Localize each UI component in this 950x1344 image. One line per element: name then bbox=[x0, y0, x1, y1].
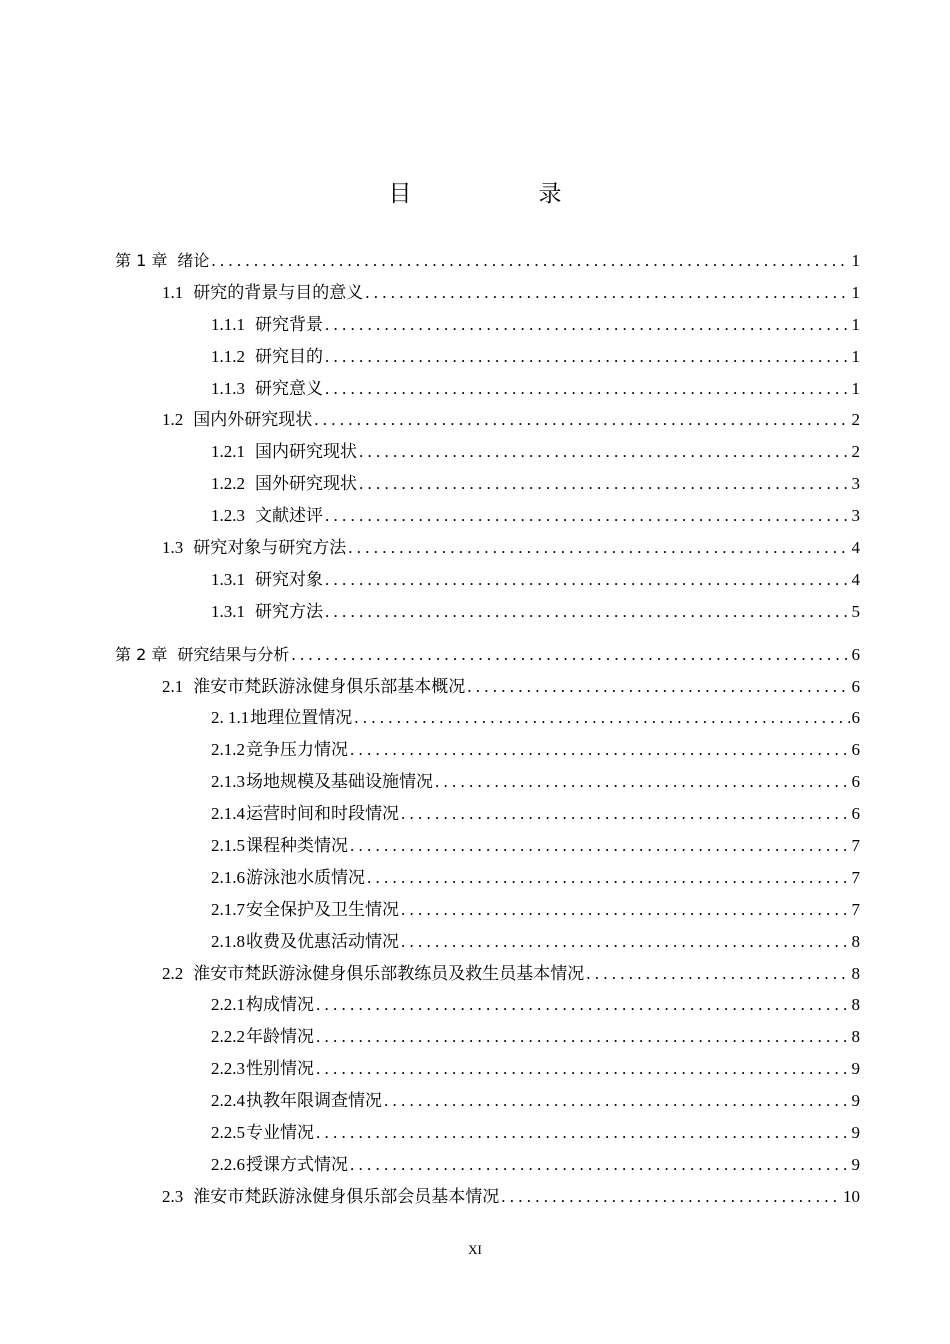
toc-entry-number: 1.3.1 bbox=[211, 601, 245, 621]
toc-entry-number: 1.2.3 bbox=[211, 506, 245, 526]
dot-leader bbox=[316, 989, 850, 1021]
toc-entry-page: 6 bbox=[851, 804, 860, 824]
toc-entry-1-3-1-method[interactable] bbox=[115, 596, 860, 628]
toc-entry-1-1-1[interactable] bbox=[115, 309, 860, 341]
dot-leader bbox=[325, 596, 850, 628]
toc-entry-number: 1.1 bbox=[162, 282, 184, 302]
toc-entry-number: 1.1.1 bbox=[211, 314, 245, 334]
toc-entry-label: 文献述评 bbox=[255, 506, 323, 526]
toc-entry-page: 9 bbox=[851, 1091, 860, 1111]
toc-entry-page: 7 bbox=[851, 867, 860, 887]
toc-entry-2-2-6[interactable] bbox=[115, 1149, 860, 1181]
dot-leader bbox=[354, 702, 849, 734]
toc-entry-number: 第 1 章 bbox=[115, 251, 168, 270]
toc-entry-label: 研究方法 bbox=[255, 601, 323, 621]
toc-entry-label: 淮安市梵跃游泳健身俱乐部会员基本情况 bbox=[193, 1186, 500, 1206]
toc-entry-page: 2 bbox=[851, 442, 860, 462]
toc-entry-number: 2. 1.1 bbox=[211, 708, 250, 728]
toc-entry-2-3[interactable] bbox=[115, 1181, 860, 1213]
toc-entry-number: 1.2.1 bbox=[211, 442, 245, 462]
toc-entry-label: 研究对象 bbox=[255, 569, 323, 589]
dot-leader bbox=[350, 1149, 850, 1181]
toc-entry-1-1[interactable] bbox=[115, 277, 860, 309]
toc-entry-number: 第 2 章 bbox=[115, 644, 168, 664]
toc-entry-2-2-2[interactable] bbox=[115, 1021, 860, 1053]
dot-leader bbox=[365, 277, 849, 309]
toc-entry-number: 2.2.3 bbox=[211, 1059, 245, 1079]
toc-entry-page: 9 bbox=[851, 1154, 860, 1174]
table-of-contents bbox=[115, 245, 860, 1213]
toc-entry-label: 地理位置情况 bbox=[250, 708, 353, 728]
toc-entry-label: 竞争压力情况 bbox=[246, 740, 348, 760]
toc-entry-number: 2.1 bbox=[162, 676, 184, 696]
toc-entry-1-2-2[interactable] bbox=[115, 468, 860, 500]
toc-entry-number: 2.1.3 bbox=[211, 772, 245, 792]
toc-entry-page: 8 bbox=[851, 963, 860, 983]
toc-entry-1-1-3[interactable] bbox=[115, 373, 860, 405]
toc-entry-number: 1.1.2 bbox=[211, 346, 245, 366]
toc-entry-page: 6 bbox=[851, 740, 860, 760]
toc-entry-2-2-4[interactable] bbox=[115, 1085, 860, 1117]
toc-entry-label: 绪论 bbox=[177, 251, 210, 270]
dot-leader bbox=[211, 245, 849, 277]
dot-leader bbox=[501, 1181, 841, 1213]
toc-entry-number: 2.2.5 bbox=[211, 1123, 245, 1143]
toc-entry-page: 5 bbox=[851, 601, 860, 621]
toc-entry-page: 1 bbox=[851, 346, 860, 366]
toc-entry-label: 场地规模及基础设施情况 bbox=[246, 772, 433, 792]
toc-entry-page: 10 bbox=[843, 1186, 860, 1206]
dot-leader bbox=[325, 309, 850, 341]
toc-entry-number: 1.2 bbox=[162, 410, 184, 430]
toc-entry-label: 研究的背景与目的意义 bbox=[193, 282, 364, 302]
toc-entry-label: 国内外研究现状 bbox=[193, 410, 313, 430]
toc-entry-number: 2.1.6 bbox=[211, 867, 245, 887]
toc-entry-label: 淮安市梵跃游泳健身俱乐部基本概况 bbox=[193, 676, 466, 696]
toc-entry-label: 研究意义 bbox=[255, 378, 323, 398]
toc-entry-label: 执教年限调查情况 bbox=[246, 1091, 382, 1111]
toc-entry-2-1-2[interactable] bbox=[115, 734, 860, 766]
toc-entry-page: 8 bbox=[851, 1027, 860, 1047]
dot-leader bbox=[401, 926, 850, 958]
toc-entry-number: 2.2.2 bbox=[211, 1027, 245, 1047]
dot-leader bbox=[350, 734, 850, 766]
toc-entry-page: 1 bbox=[851, 314, 860, 334]
toc-entry-2-1-5[interactable] bbox=[115, 830, 860, 862]
toc-entry-number: 2.1.8 bbox=[211, 931, 245, 951]
toc-entry-2-1-1[interactable] bbox=[115, 702, 860, 734]
dot-leader bbox=[367, 862, 850, 894]
toc-entry-1-3[interactable] bbox=[115, 532, 860, 564]
dot-leader bbox=[401, 798, 850, 830]
dot-leader bbox=[359, 468, 850, 500]
toc-entry-1-2-1[interactable] bbox=[115, 436, 860, 468]
toc-entry-page: 7 bbox=[851, 899, 860, 919]
toc-entry-2-1-8[interactable] bbox=[115, 926, 860, 958]
toc-entry-page: 9 bbox=[851, 1059, 860, 1079]
page-title: 目 录 bbox=[388, 181, 614, 207]
toc-entry-label: 性别情况 bbox=[246, 1059, 314, 1079]
toc-entry-number: 2.2.4 bbox=[211, 1091, 245, 1111]
toc-entry-2-1-4[interactable] bbox=[115, 798, 860, 830]
toc-entry-number: 2.1.2 bbox=[211, 740, 245, 760]
toc-entry-1-1-2[interactable] bbox=[115, 341, 860, 373]
dot-leader bbox=[359, 436, 850, 468]
dot-leader bbox=[316, 1117, 850, 1149]
toc-entry-page: 3 bbox=[851, 474, 860, 494]
toc-entry-page: 6 bbox=[851, 644, 860, 664]
toc-entry-page: 4 bbox=[851, 569, 860, 589]
toc-entry-label: 研究背景 bbox=[255, 314, 323, 334]
dot-leader bbox=[401, 894, 850, 926]
dot-leader bbox=[316, 1053, 850, 1085]
dot-leader bbox=[291, 639, 849, 671]
toc-entry-1-2[interactable] bbox=[115, 404, 860, 436]
page-number-footer: XI bbox=[468, 1242, 482, 1257]
toc-entry-label: 淮安市梵跃游泳健身俱乐部教练员及救生员基本情况 bbox=[193, 963, 585, 983]
toc-entry-label: 研究结果与分析 bbox=[177, 644, 290, 664]
toc-entry-label: 授课方式情况 bbox=[246, 1154, 348, 1174]
toc-entry-number: 1.2.2 bbox=[211, 474, 245, 494]
toc-entry-number: 2.3 bbox=[162, 1186, 184, 1206]
toc-entry-label: 游泳池水质情况 bbox=[246, 867, 365, 887]
toc-entry-number: 2.2.6 bbox=[211, 1154, 245, 1174]
toc-entry-number: 1.1.3 bbox=[211, 378, 245, 398]
toc-entry-number: 2.1.5 bbox=[211, 836, 245, 856]
toc-entry-number: 2.1.7 bbox=[211, 899, 245, 919]
dot-leader bbox=[316, 1021, 850, 1053]
toc-entry-number: 2.2.1 bbox=[211, 995, 245, 1015]
dot-leader bbox=[467, 671, 849, 703]
toc-entry-page: 1 bbox=[851, 251, 860, 270]
toc-entry-number: 1.3 bbox=[162, 538, 184, 558]
toc-entry-label: 专业情况 bbox=[246, 1123, 314, 1143]
toc-entry-page: 7 bbox=[851, 836, 860, 856]
toc-entry-2-1-7[interactable] bbox=[115, 894, 860, 926]
toc-entry-label: 收费及优惠活动情况 bbox=[246, 931, 399, 951]
toc-entry-label: 研究对象与研究方法 bbox=[193, 538, 347, 558]
dot-leader bbox=[325, 341, 850, 373]
toc-entry-page: 1 bbox=[851, 378, 860, 398]
dot-leader bbox=[435, 766, 850, 798]
toc-entry-page: 8 bbox=[851, 931, 860, 951]
dot-leader bbox=[348, 532, 849, 564]
toc-entry-label: 年龄情况 bbox=[246, 1027, 314, 1047]
toc-entry-label: 国内研究现状 bbox=[255, 442, 357, 462]
toc-entry-2-2-1[interactable] bbox=[115, 989, 860, 1021]
toc-entry-number: 2.1.4 bbox=[211, 804, 245, 824]
toc-entry-page: 1 bbox=[851, 282, 860, 302]
toc-entry-label: 研究目的 bbox=[255, 346, 323, 366]
dot-leader bbox=[314, 404, 849, 436]
toc-entry-number: 1.3.1 bbox=[211, 569, 245, 589]
toc-entry-label: 国外研究现状 bbox=[255, 474, 357, 494]
toc-entry-2-1-6[interactable] bbox=[115, 862, 860, 894]
toc-entry-2-2[interactable] bbox=[115, 958, 860, 990]
dot-leader bbox=[350, 830, 850, 862]
toc-entry-label: 运营时间和时段情况 bbox=[246, 804, 399, 824]
toc-entry-page: 2 bbox=[851, 410, 860, 430]
toc-entry-1-3-1-object[interactable] bbox=[115, 564, 860, 596]
toc-entry-page: 8 bbox=[851, 995, 860, 1015]
toc-entry-page: 9 bbox=[851, 1123, 860, 1143]
toc-entry-page: 4 bbox=[851, 538, 860, 558]
toc-entry-page: 6 bbox=[851, 708, 860, 728]
dot-leader bbox=[384, 1085, 850, 1117]
dot-leader bbox=[325, 564, 850, 596]
toc-entry-page: 3 bbox=[851, 506, 860, 526]
toc-entry-2-1-3[interactable] bbox=[115, 766, 860, 798]
dot-leader bbox=[325, 500, 850, 532]
toc-entry-page: 6 bbox=[851, 772, 860, 792]
toc-entry-label: 课程种类情况 bbox=[246, 836, 348, 856]
toc-entry-2-2-3[interactable] bbox=[115, 1053, 860, 1085]
dot-leader bbox=[325, 373, 850, 405]
toc-entry-label: 安全保护及卫生情况 bbox=[246, 899, 399, 919]
dot-leader bbox=[586, 958, 849, 990]
toc-entry-2-2-5[interactable] bbox=[115, 1117, 860, 1149]
toc-entry-chapter-1[interactable] bbox=[115, 245, 860, 277]
toc-entry-number: 2.2 bbox=[162, 963, 184, 983]
toc-entry-label: 构成情况 bbox=[246, 995, 314, 1015]
toc-entry-chapter-2[interactable] bbox=[115, 639, 860, 671]
toc-entry-page: 6 bbox=[851, 676, 860, 696]
toc-entry-2-1[interactable] bbox=[115, 671, 860, 703]
toc-entry-1-2-3[interactable] bbox=[115, 500, 860, 532]
